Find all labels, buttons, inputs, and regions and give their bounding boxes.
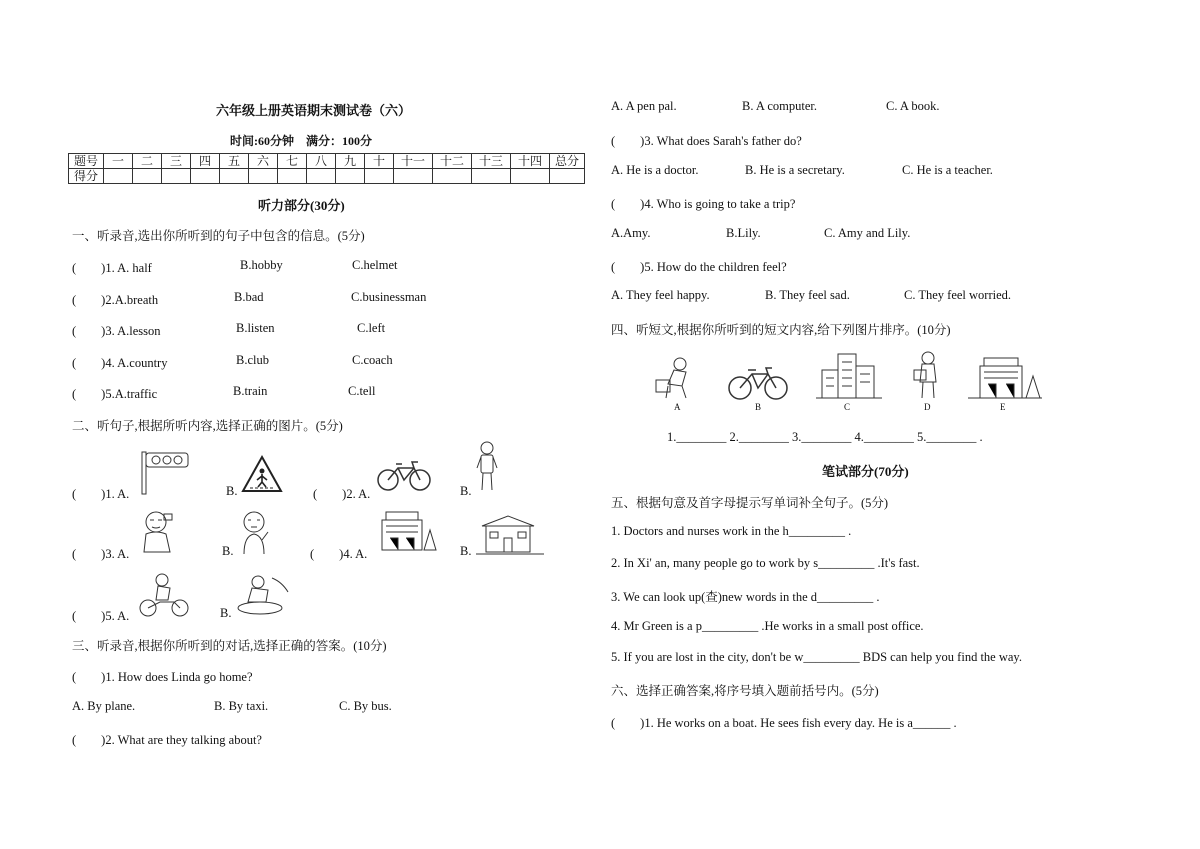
boy-standing-picture — [475, 440, 499, 494]
table-cell: 十四 — [511, 154, 550, 169]
score-input-cell[interactable] — [307, 169, 336, 184]
s1-q5-b: B.train — [233, 384, 268, 398]
thinking-boy-picture — [238, 508, 274, 556]
picture-label-b: B — [755, 402, 762, 412]
s3-q4: ( )4. Who is going to take a trip? — [611, 197, 796, 211]
s3-q2-b: B. A computer. — [742, 99, 817, 113]
table-cell: 五 — [220, 154, 249, 169]
post-office-picture — [476, 514, 544, 556]
picture-label-c: C — [844, 402, 851, 412]
shop-building-picture — [376, 510, 438, 552]
table-cell: 九 — [336, 154, 365, 169]
s1-q4: ( )4. A.country — [72, 356, 168, 370]
table-cell: 三 — [162, 154, 191, 169]
s3-q3: ( )3. What does Sarah's father do? — [611, 134, 802, 148]
s1-q1-c: C.helmet — [352, 258, 398, 272]
picture-c-buildings — [816, 350, 882, 400]
s3-q3-c: C. He is a teacher. — [902, 163, 993, 177]
s2-q5-b: B. — [220, 606, 232, 620]
s3-q5: ( )5. How do the children feel? — [611, 260, 787, 274]
s3-q4-c: C. Amy and Lily. — [824, 226, 911, 240]
picture-b-bicycle — [726, 362, 790, 400]
s2-q3-b: B. — [222, 544, 234, 558]
table-cell: 十一 — [394, 154, 433, 169]
table-cell: 题号 — [69, 154, 104, 169]
s5-q1[interactable]: 1. Doctors and nurses work in the h_________ . — [611, 524, 852, 538]
score-input-cell[interactable] — [433, 169, 472, 184]
score-input-cell[interactable] — [365, 169, 394, 184]
score-input-cell[interactable] — [191, 169, 220, 184]
s3-q1-a: A. By plane. — [72, 699, 136, 713]
s3-q5-a: A. They feel happy. — [611, 288, 710, 302]
s3-q1-c: C. By bus. — [339, 699, 392, 713]
table-cell: 总分 — [550, 154, 585, 169]
s2-q4: ( )4. A. — [310, 547, 368, 561]
s3-q1-b: B. By taxi. — [214, 699, 269, 713]
s5-q5[interactable]: 5. If you are lost in the city, don't be w_________ BDS can help you find the way. — [611, 650, 1022, 664]
s2-q4-b: B. — [460, 544, 472, 558]
s3-q2-c: C. A book. — [886, 99, 940, 113]
s1-q1-b: B.hobby — [240, 258, 283, 272]
s4-answer-blanks[interactable]: 1.________ 2.________ 3.________ 4.________ 5.________ . — [667, 430, 983, 444]
s3-q4-a: A.Amy. — [611, 226, 651, 240]
s1-q5-c: C.tell — [348, 384, 376, 398]
table-cell: 十二 — [433, 154, 472, 169]
s3-q5-b: B. They feel sad. — [765, 288, 850, 302]
section-5-title: 五、根据句意及首字母提示写单词补全句子。(5分) — [611, 496, 889, 510]
s3-q4-b: B.Lily. — [726, 226, 761, 240]
exam-time: 时间:60分钟 满分：100分 — [230, 134, 372, 148]
score-table-header-row — [69, 154, 585, 169]
page-title: 六年级上册英语期末测试卷（六） — [216, 103, 412, 118]
s2-q5: ( )5. A. — [72, 609, 130, 623]
s3-q2-a: A. A pen pal. — [611, 99, 677, 113]
s3-q3-a: A. He is a doctor. — [611, 163, 699, 177]
s3-q2: ( )2. What are they talking about? — [72, 733, 262, 747]
s1-q3-c: C.left — [357, 321, 386, 335]
writing-title: 笔试部分(70分) — [822, 464, 909, 479]
picture-a-boy-kneeling — [652, 356, 698, 406]
picture-label-d: D — [924, 402, 931, 412]
section-6-title: 六、选择正确答案,将序号填入题前括号内。(5分) — [611, 684, 879, 698]
s3-q1: ( )1. How does Linda go home? — [72, 670, 253, 684]
s2-q2-b: B. — [460, 484, 472, 498]
table-cell: 十 — [365, 154, 394, 169]
table-cell: 八 — [307, 154, 336, 169]
score-table-score-row — [69, 169, 585, 184]
table-cell: 四 — [191, 154, 220, 169]
table-cell: 得分 — [69, 169, 104, 184]
s1-q2: ( )2.A.breath — [72, 293, 159, 307]
table-cell: 一 — [104, 154, 133, 169]
section-3-title: 三、听录音,根据你所听到的对话,选择正确的答案。(10分) — [72, 639, 387, 653]
score-input-cell[interactable] — [249, 169, 278, 184]
s2-q1: ( )1. A. — [72, 487, 130, 501]
picture-label-e: E — [1000, 402, 1006, 412]
crossing-sign-picture — [240, 454, 284, 494]
s1-q5: ( )5.A.traffic — [72, 387, 158, 401]
table-cell: 十三 — [472, 154, 511, 169]
s5-q3[interactable]: 3. We can look up(查)new words in the d_________ . — [611, 590, 880, 604]
traffic-light-picture — [138, 450, 190, 496]
s2-q2: ( )2. A. — [313, 487, 371, 501]
section-4-title: 四、听短文,根据你所听到的短文内容,给下列图片排序。(10分) — [611, 323, 951, 337]
s1-q2-b: B.bad — [234, 290, 264, 304]
table-cell: 六 — [249, 154, 278, 169]
score-input-cell[interactable] — [104, 169, 133, 184]
table-cell: 二 — [133, 154, 162, 169]
score-input-cell[interactable] — [472, 169, 511, 184]
s5-q2[interactable]: 2. In Xi' an, many people go to work by s_________ .It's fast. — [611, 556, 920, 570]
s1-q3: ( )3. A.lesson — [72, 324, 161, 338]
score-input-cell[interactable] — [336, 169, 365, 184]
score-input-cell[interactable] — [511, 169, 550, 184]
score-input-cell[interactable] — [394, 169, 433, 184]
picture-e-shop — [966, 354, 1042, 400]
sick-boy-picture — [136, 508, 180, 558]
s2-q1-b: B. — [226, 484, 238, 498]
s1-q4-b: B.club — [236, 353, 269, 367]
score-input-cell[interactable] — [550, 169, 585, 184]
picture-label-a: A — [674, 402, 681, 412]
s6-q1[interactable]: ( )1. He works on a boat. He sees fish every day. He is a______ . — [611, 716, 957, 730]
score-input-cell[interactable] — [278, 169, 307, 184]
s1-q2-c: C.businessman — [351, 290, 427, 304]
s3-q5-c: C. They feel worried. — [904, 288, 1012, 302]
score-table — [68, 153, 585, 184]
score-input-cell[interactable] — [220, 169, 249, 184]
section-1-title: 一、听录音,选出你所听到的句子中包含的信息。(5分) — [72, 229, 365, 243]
s3-q3-b: B. He is a secretary. — [745, 163, 845, 177]
s1-q4-c: C.coach — [352, 353, 393, 367]
listening-title: 听力部分(30分) — [258, 198, 345, 213]
s1-q3-b: B.listen — [236, 321, 275, 335]
table-cell: 七 — [278, 154, 307, 169]
bicycle-picture — [376, 456, 432, 492]
picture-d-boy-with-box — [910, 350, 944, 402]
rider-picture — [232, 572, 292, 618]
s2-q3: ( )3. A. — [72, 547, 130, 561]
score-input-cell[interactable] — [133, 169, 162, 184]
motorbike-picture — [138, 572, 190, 618]
score-input-cell[interactable] — [162, 169, 191, 184]
s5-q4[interactable]: 4. Mr Green is a p_________ .He works in a small post office. — [611, 619, 924, 633]
s1-q1: ( )1. A. half — [72, 261, 152, 275]
section-2-title: 二、听句子,根据所听内容,选择正确的图片。(5分) — [72, 419, 343, 433]
